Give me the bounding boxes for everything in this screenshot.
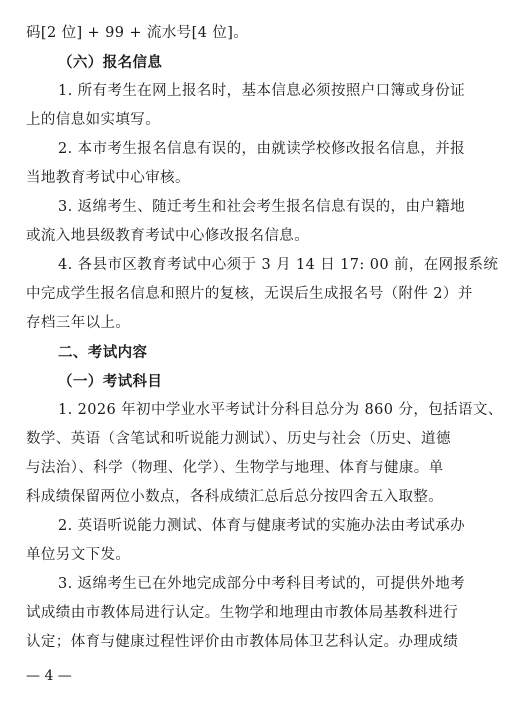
paragraph-line: 数学、英语（含笔试和听说能力测试）、历史与社会（历史、道德 [26, 431, 451, 447]
paragraph-line: 3. 返绵考生、随迁考生和社会考生报名信息有误的，由户籍地 [58, 199, 466, 215]
section-heading-exam-content: 二、考试内容 [58, 344, 148, 361]
page-number: — 4 — [26, 668, 72, 684]
paragraph-line: 单位另文下发。 [26, 547, 131, 563]
paragraph-line: 1. 2026 年初中学业水平考试计分科目总分为 860 分，包括语文、 [58, 402, 503, 418]
section-heading-exam-subjects: （一）考试科目 [58, 373, 163, 390]
paragraph-line: 4. 各县市区教育考试中心须于 3 月 14 日 17: 00 前，在网报系统 [58, 257, 499, 273]
document-body [26, 24, 504, 652]
paragraph-line: 当地教育考试中心审核。 [26, 170, 190, 186]
paragraph-line: 科成绩保留两位小数点，各科成绩汇总后总分按四舍五入取整。 [26, 489, 444, 505]
paragraph-line: 中完成学生报名信息和照片的复核，无误后生成报名号（附件 2）并 [26, 286, 473, 302]
section-heading-registration-info: （六）报名信息 [58, 54, 163, 71]
paragraph-line: 1. 所有考生在网上报名时，基本信息必须按照户口簿或身份证 [58, 83, 466, 99]
paragraph-line: 存档三年以上。 [26, 315, 131, 331]
paragraph-line: 2. 本市考生报名信息有误的，由就读学校修改报名信息，并报 [58, 141, 466, 157]
paragraph-line: 认定；体育与健康过程性评价由市教体局体卫艺科认定。办理成绩 [26, 634, 459, 650]
paragraph-line: 或流入地县级教育考试中心修改报名信息。 [26, 228, 310, 244]
paragraph-line: 与法治）、科学（物理、化学）、生物学与地理、体育与健康。单 [26, 460, 444, 476]
paragraph-line: 试成绩由市教体局进行认定。生物学和地理由市教体局基教科进行 [26, 605, 459, 621]
paragraph-line: 上的信息如实填写。 [26, 112, 161, 128]
text-line: 码[2 位] + 99 + 流水号[4 位]。 [26, 25, 249, 41]
paragraph-line: 2. 英语听说能力测试、体育与健康考试的实施办法由考试承办 [58, 518, 466, 534]
paragraph-line: 3. 返绵考生已在外地完成部分中考科目考试的，可提供外地考 [58, 576, 466, 592]
